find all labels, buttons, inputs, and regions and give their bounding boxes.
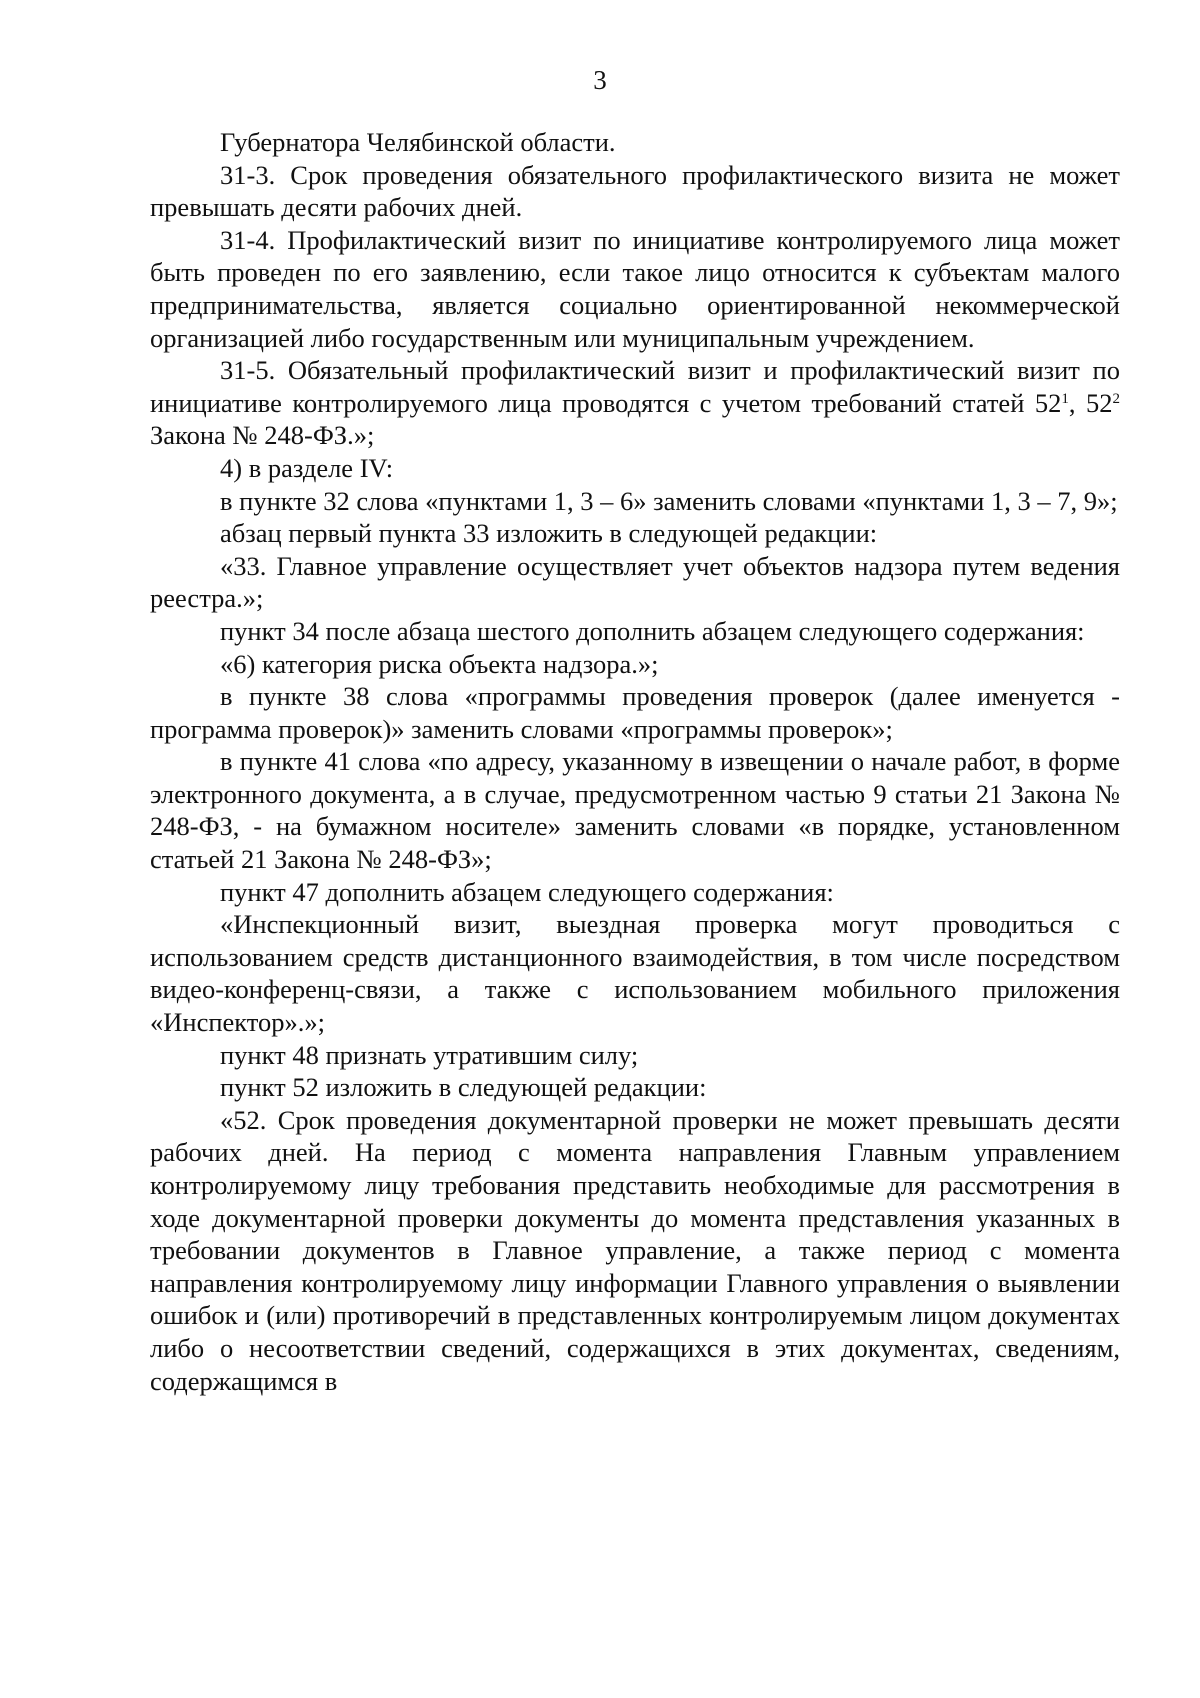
page-number: 3 xyxy=(593,65,607,95)
paragraph-31-4: 31-4. Профилактический визит по инициативе контролируемого лица может быть проведен по его заявлению, если такое лицо относится к субъектам малого предпринимательства, является социально ориентированной некоммерческой организацией либо государственным или муниципальным учреждением. xyxy=(150,224,1120,353)
paragraph-item-34: пункт 34 после абзаца шестого дополнить абзацем следующего содержания: xyxy=(220,615,1085,646)
paragraph-item-33-text: «33. Главное управление осуществляет учет объектов надзора путем ведения реестра.»; xyxy=(150,550,1120,614)
superscript-1: 1 xyxy=(1061,390,1069,407)
paragraph-section-iv: 4) в разделе IV: xyxy=(220,452,394,483)
paragraph-item-41: в пункте 41 слова «по адресу, указанному в извещении о начале работ, в форме электронного документа, а в случае, предусмотренном частью 9 статьи 21 Закона № 248-ФЗ, - на бумажном носителе» заменить словами «в порядке, установленном статьей 21 Закона № 248-ФЗ»; xyxy=(150,746,1120,875)
document-body xyxy=(150,126,1120,1397)
paragraph-item-33-intro: абзац первый пункта 33 изложить в следующей редакции: xyxy=(220,518,878,549)
paragraph-item-47: пункт 47 дополнить абзацем следующего содержания: xyxy=(220,876,834,907)
paragraph-item-32: в пункте 32 слова «пунктами 1, 3 – 6» заменить словами «пунктами 1, 3 – 7, 9»; xyxy=(220,485,1118,516)
paragraph-item-47-text: «Инспекционный визит, выездная проверка могут проводиться с использованием средств дистанционного взаимодействия, в том числе посредством видео-конференц-связи, а также с использованием мобильного приложения «Инспектор».»; xyxy=(150,909,1120,1038)
paragraph-31-5 xyxy=(150,354,1120,452)
superscript-2: 2 xyxy=(1112,390,1120,407)
paragraph-item-34-text: «6) категория риска объекта надзора.»; xyxy=(220,648,659,679)
paragraph-item-48: пункт 48 признать утратившим силу; xyxy=(220,1039,639,1070)
paragraph-item-52-intro: пункт 52 изложить в следующей редакции: xyxy=(220,1072,707,1103)
paragraph-31-3: 31-3. Срок проведения обязательного профилактического визита не может превышать десяти рабочих дней. xyxy=(150,159,1120,223)
paragraph-item-52-text: «52. Срок проведения документарной проверки не может превышать десяти рабочих дней. На период с момента направления Главным управлением контролируемому лицу требования представить необходимые для рассмотрения в ходе документарной проверки документы до момента представления указанных в требовании документов в Главное управление, а также период с момента направления контролируемому лицу информации Главного управления о выявлении ошибок и (или) противоречий в представленных контролируемым лицом документах либо о несоответствии сведений, содержащихся в этих документах, сведениям, содержащимся в xyxy=(150,1104,1120,1396)
paragraph-31-5-text-a: 31-5. Обязательный профилактический визит и профилактический визит по инициативе контролируемого лица проводятся с учетом требований статей 52 xyxy=(150,355,1120,418)
paragraph-31-5-text-c: Закона № 248-ФЗ.»; xyxy=(150,420,375,451)
paragraph-31-5-text-b: , 52 xyxy=(1068,387,1113,418)
paragraph-governor: Губернатора Челябинской области. xyxy=(220,127,616,157)
paragraph-item-38: в пункте 38 слова «программы проведения проверок (далее именуется - программа проверок)» заменить словами «программы проверок»; xyxy=(150,681,1120,744)
